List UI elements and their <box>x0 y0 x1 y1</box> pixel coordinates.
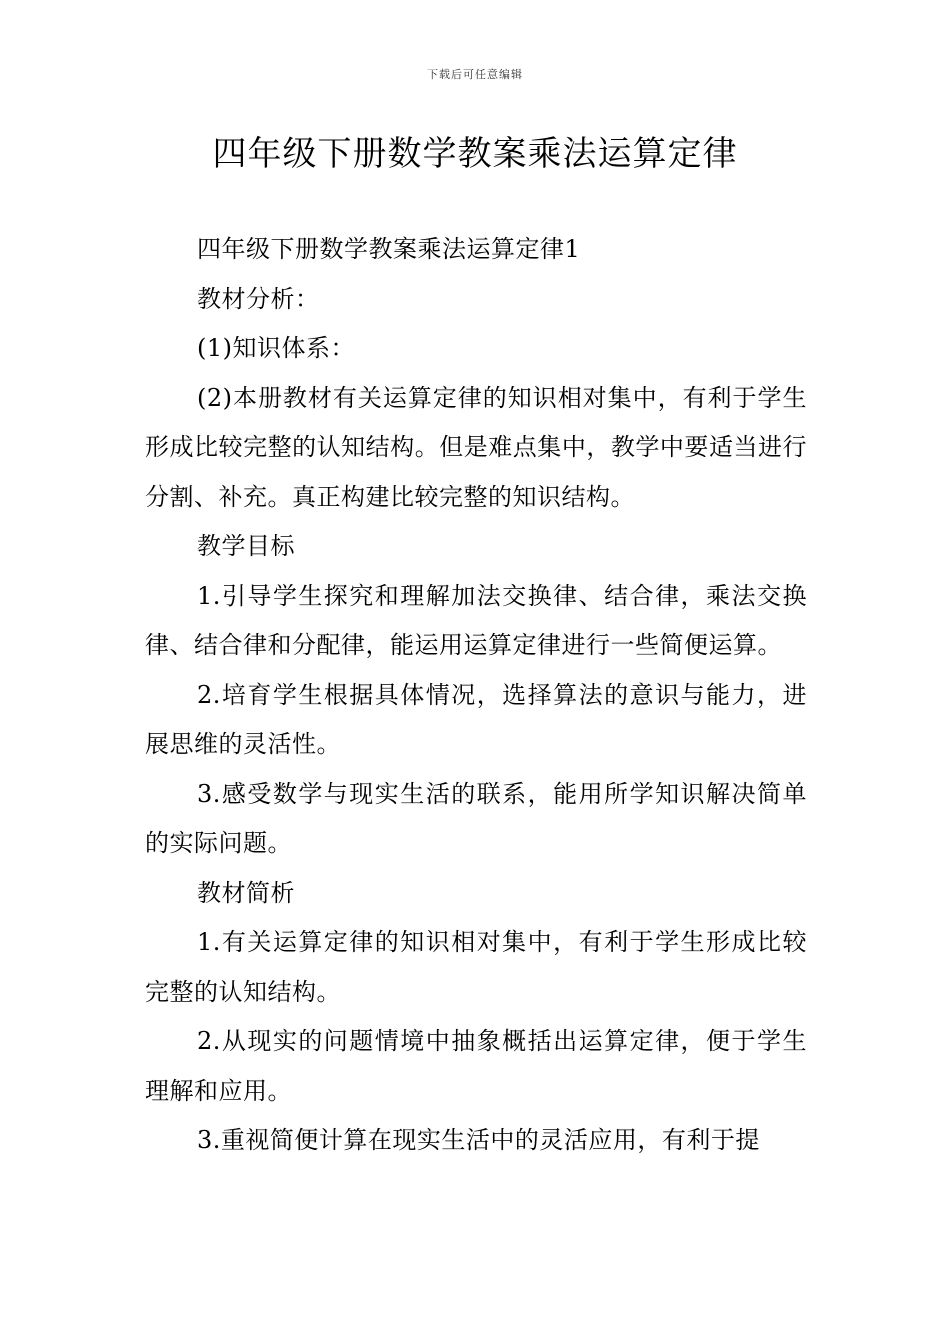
paragraph-brief-1: 1.有关运算定律的知识相对集中，有利于学生形成比较完整的认知结构。 <box>145 928 807 1006</box>
paragraph-brief-3: 3.重视简便计算在现实生活中的灵活应用，有利于提 <box>197 1126 760 1154</box>
document-title: 四年级下册数学教案乘法运算定律 <box>212 134 738 174</box>
paragraph-goal-1: 1.引导学生探究和理解加法交换律、结合律，乘法交换律、结合律和分配律，能运用运算定律进行一些简便运算。 <box>145 581 807 659</box>
paragraph-knowledge-system: (1)知识体系： <box>197 334 355 362</box>
paragraph-goal-2: 2.培育学生根据具体情况，选择算法的意识与能力，进展思维的灵活性。 <box>145 680 807 758</box>
paragraph-material-brief: 教材简析 <box>197 878 295 907</box>
paragraph-subtitle: 四年级下册数学教案乘法运算定律1 <box>197 235 581 263</box>
header-note: 下载后可任意编辑 <box>427 68 523 81</box>
paragraph-textbook-note: (2)本册教材有关运算定律的知识相对集中，有利于学生形成比较完整的认知结构。但是难点集中，教学中要适当进行分割、补充。真正构建比较完整的知识结构。 <box>145 383 807 511</box>
paragraph-brief-2: 2.从现实的问题情境中抽象概括出运算定律，便于学生理解和应用。 <box>145 1027 807 1105</box>
paragraph-material-analysis: 教材分析： <box>197 284 320 313</box>
document-body <box>145 225 807 1166</box>
paragraph-goal-3: 3.感受数学与现实生活的联系，能用所学知识解决简单的实际问题。 <box>145 779 807 857</box>
paragraph-teaching-goals: 教学目标 <box>197 532 295 560</box>
